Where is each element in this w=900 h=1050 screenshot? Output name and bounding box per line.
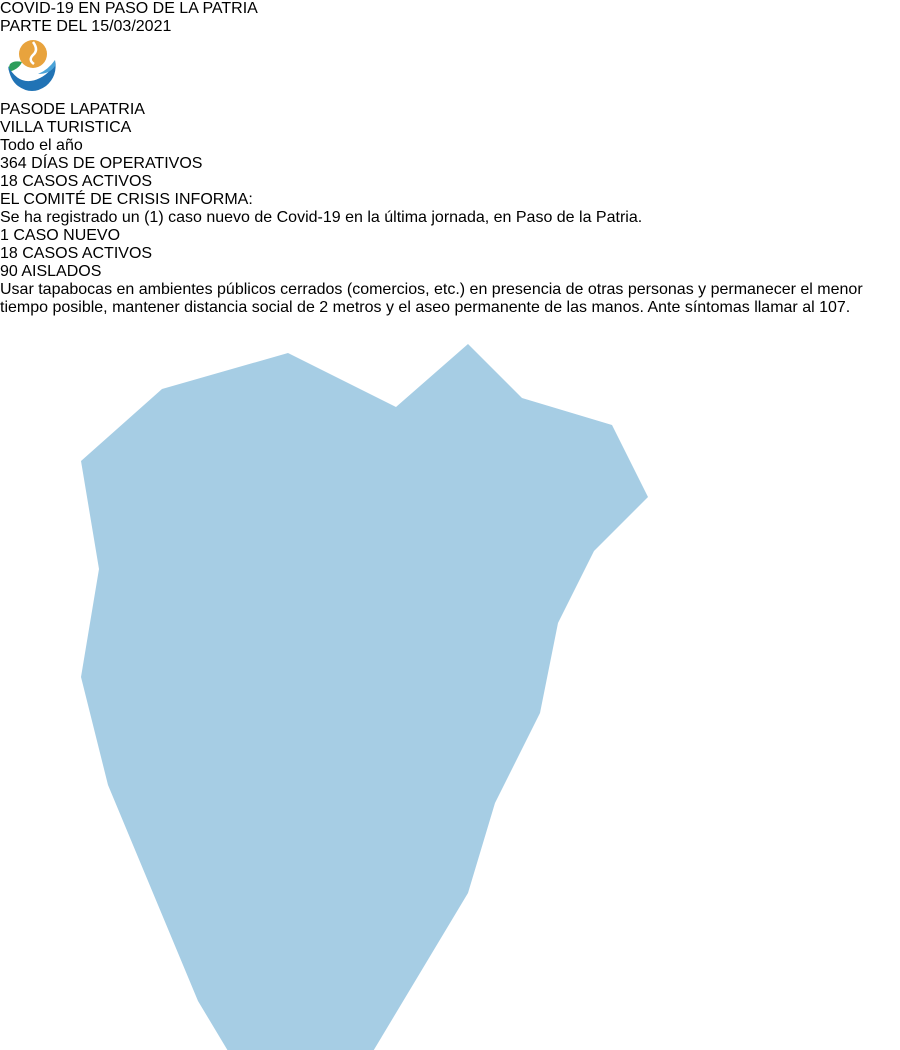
new-case-label: CASO NUEVO <box>13 227 121 244</box>
town-brand-logo <box>0 36 900 155</box>
brand-subtitle: VILLA TURISTICA <box>0 119 132 136</box>
paso-de-la-patria-sun-icon <box>0 36 60 96</box>
days-operative-text: 364 DÍAS DE OPERATIVOS <box>0 155 203 172</box>
brand-text <box>0 101 900 155</box>
poster-title: COVID-19 EN PASO DE LA PATRIA <box>0 0 258 17</box>
active-cases-text: 18 CASOS ACTIVOS <box>0 173 153 190</box>
active-cases-label: CASOS ACTIVOS <box>22 245 153 262</box>
days-operative-badge <box>0 155 900 173</box>
brand-name-patria: PATRIA <box>89 101 145 118</box>
active-cases-value: 18 <box>0 245 18 262</box>
brand-name <box>0 101 900 119</box>
active-cases-box <box>0 245 900 263</box>
bulletin-card <box>0 191 900 1050</box>
isolated-label: AISLADOS <box>21 263 102 280</box>
crisis-heading: EL COMITÉ DE CRISIS INFORMA: <box>0 191 253 208</box>
brand-name-dela: DE LA <box>43 101 90 118</box>
advice-paragraph: Usar tapabocas en ambientes públicos cerrados (comercios, etc.) en presencia de otras personas y permanecer el menor tiempo posible, mantener distancia social de 2 metros y el aseo permanente de las manos. Ante síntomas llamar al 107. <box>0 281 863 316</box>
isolated-box <box>0 263 900 281</box>
active-cases-badge <box>0 173 900 191</box>
brand-tagline: Todo el año <box>0 137 83 154</box>
new-case-value: 1 <box>0 227 9 244</box>
corrientes-map-icon <box>0 317 900 1050</box>
new-case-box <box>0 227 900 245</box>
isolated-value: 90 <box>0 263 18 280</box>
report-date: PARTE DEL 15/03/2021 <box>0 18 172 35</box>
brand-name-paso: PASO <box>0 101 44 118</box>
header-card <box>0 0 900 155</box>
intro-paragraph: Se ha registrado un (1) caso nuevo de Covid-19 en la última jornada, en Paso de la Patria. <box>0 209 643 226</box>
